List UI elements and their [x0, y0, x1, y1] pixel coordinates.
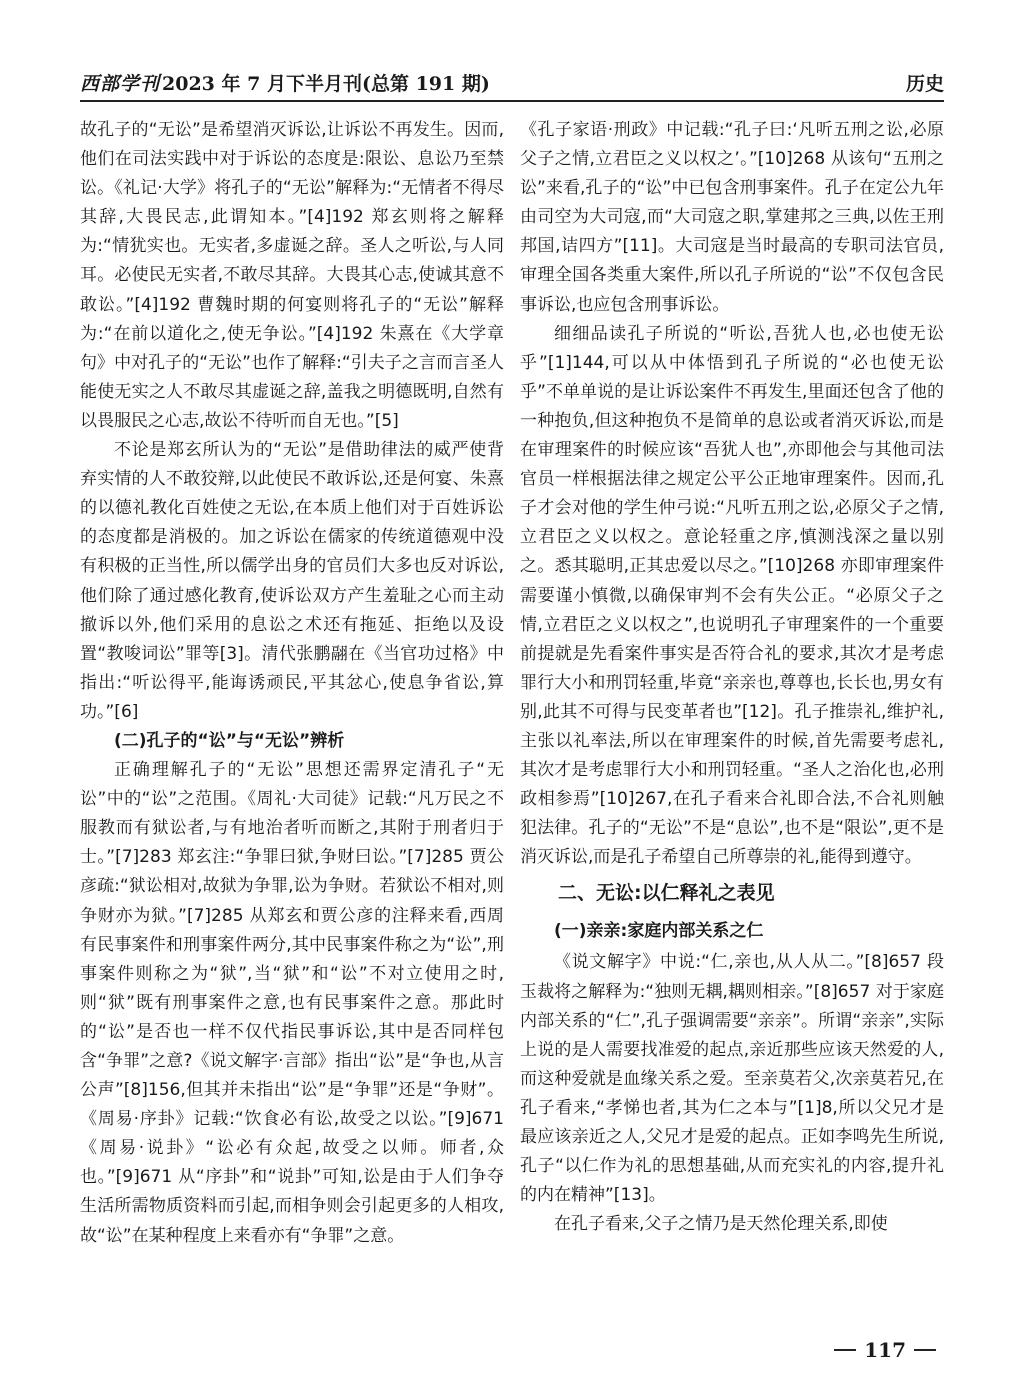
paragraph: 《孔子家语·刑政》中记载:“孔子曰:‘凡听五刑之讼,必原父子之情,立君臣之义以权之’。”[10]268 从该句“五刑之讼”来看,孔子的“讼”中已包含刑事案件。孔子在定公九年由司空为大司寇,而“大司寇之职,掌建邦之三典,以佐王刑邦国,诘四方”[11]。大司寇是当时最高的专职司法官员,审理全国各类重大案件,所以孔子所说的“讼”不仅包含民事诉讼,也应包含刑事诉讼。	[520, 120, 944, 315]
dash-left	[834, 1349, 856, 1351]
page-number: 117	[864, 1338, 906, 1362]
paragraph: 细细品读孔子所说的“听讼,吾犹人也,必也使无讼乎”[1]144,可以从中体悟到孔子所说的“必也使无讼乎”不单单说的是让诉讼案件不再发生,里面还包含了他的一种抱负,但这种抱负不是简单的息讼或者消灭诉讼,而是在审理案件的时候应该“吾犹人也”,亦即他会与其他司法官员一样根据法律之规定公平公正地审理案件。因而,孔子才会对他的学生仲弓说:“凡听五刑之讼,必原父子之情,立君臣之义以权之。意论轻重之序,慎测浅深之量以别之。悉其聪明,正其忠爱以尽之。”[10]268 亦即审理案件需要谨小慎微,以确保审判不会有失公正。“必原父子之情,立君臣之义以权之”,也说明孔子审理案件的一个重要前提就是先看案件事实是否符合礼的要求,其次才是考虑罪行大小和刑罚轻重,毕竟“亲亲也,尊尊也,长长也,男女有别,此其不可得与民变革者也”[12]。孔子推崇礼,维护礼,主张以礼率法,所以在审理案件的时候,首先需要考虑礼,其次才是考虑罪行大小和刑罚轻重。“圣人之治化也,必刑政相参焉”[10]267,在孔子看来合礼即合法,不合礼则触犯法律。孔子的“无讼”不是“息讼”,也不是“限讼”,更不是消灭诉讼,而是孔子希望自己所尊崇的礼,能得到遵守。	[520, 323, 944, 868]
paragraph: 《说文解字》中说:“仁,亲也,从人从二。”[8]657 段玉裁将之解释为:“独则无耦,耦则相亲。”[8]657 对于家庭内部关系的“仁”,孔子强调需要“亲亲”。所谓“亲亲”,实际上说的是人需要找准爱的起点,亲近那些应该天然爱的人,而这种爱就是血缘关系之爱。至亲莫若父,次亲莫若兄,在孔子看来,“孝悌也者,其为仁之本与”[1]8,所以父兄才是最应该亲近之人,父兄才是爱的起点。正如李鸣先生所说,孔子“以仁作为礼的思想基础,从而充实礼的内容,提升礼的内在精神”[13]。	[520, 952, 944, 1206]
page-footer	[834, 1338, 936, 1362]
paragraph: 不论是郑玄所认为的“无讼”是借助律法的威严使背弃实情的人不敢狡辩,以此使民不敢诉讼,还是何宴、朱熹的以德礼教化百姓使之无讼,在本质上他们对于百姓诉讼的态度都是消极的。加之诉讼在儒家的传统道德观中没有积极的正当性,所以儒学出身的官员们大多也反对诉讼,他们除了通过感化教育,使诉讼双方产生羞耻之心而主动撤诉以外,他们采用的息讼之术还有拖延、拒绝以及设置“教唆词讼”罪等[3]。清代张鹏翮在《当官功过格》中指出:“听讼得平,能诲诱顽民,平其忿心,使息争省讼,算功。”[6]	[80, 440, 504, 722]
paragraph: 故孔子的“无讼”是希望消灭诉讼,让诉讼不再发生。因而,他们在司法实践中对于诉讼的态度是:限讼、息讼乃至禁讼。《礼记·大学》将孔子的“无讼”解释为:“无情者不得尽其辞,大畏民志,此谓知本。”[4]192 郑玄则将之解释为:“情犹实也。无实者,多虚诞之辞。圣人之听讼,与人同耳。必使民无实者,不敢尽其辞。大畏其心志,使诚其意不敢讼。”[4]192 曹魏时期的何宴则将孔子的“无讼”解释为:“在前以道化之,使无争讼。”[4]192 朱熹在《大学章句》中对孔子的“无讼”也作了解释:“引夫子之言而言圣人能使无实之人不敢尽其虚诞之辞,盖我之明德既明,自然有以畏服民之心志,故讼不待听而自无也。”[5]	[80, 120, 504, 431]
section-heading: 二、无讼:以仁释礼之表见	[558, 882, 775, 905]
paragraph: 正确理解孔子的“无讼”思想还需界定清孔子“无讼”中的“讼”之范围。《周礼·大司徒》记载:“凡万民之不服教而有狱讼者,与有地治者听而断之,其附于刑者归于士。”[7]283 郑玄注:“争罪曰狱,争财曰讼。”[7]285 贾公彦疏:“狱讼相对,故狱为争罪,讼为争财。若狱讼不相对,则争财亦为狱。”[7]285 从郑玄和贾公彦的注释来看,西周有民事案件和刑事案件两分,其中民事案件称之为“讼”,刑事案件则称之为“狱”,当“狱”和“讼”不对立使用之时,则“狱”既有刑事案件之意,也有民事案件之意。那此时的“讼”是否也一样不仅代指民事诉讼,其中是否同样包含“争罪”之意?《说文解字·言部》指出“讼”是“争也,从言公声”[8]156,但其并未指出“讼”是“争罪”还是“争财”。《周易·序卦》记载:“饮食必有讼,故受之以讼。”[9]671《周易·说卦》“讼必有众起,故受之以师。师者,众也。”[9]671 从“序卦”和“说卦”可知,讼是由于人们争夺生活所需物质资料而引起,而相争则会引起更多的人相攻,故“讼”在某种程度上来看亦有“争罪”之意。	[80, 760, 504, 1246]
subsection-heading: (二)孔子的“讼”与“无讼”辨析	[114, 730, 345, 751]
paragraph: 在孔子看来,父子之情乃是天然伦理关系,即使	[554, 1214, 888, 1235]
issue-info: 2023 年 7 月下半月刊(总第 191 期)	[162, 73, 490, 95]
journal-issue-line	[80, 69, 490, 96]
journal-logo: 西部学刊	[80, 73, 161, 95]
subsection-heading: (一)亲亲:家庭内部关系之仁	[554, 921, 764, 942]
header-divider	[80, 100, 944, 102]
left-column	[80, 116, 504, 1251]
section-label: 历史	[905, 73, 944, 95]
dash-right	[914, 1349, 936, 1351]
right-column	[520, 116, 944, 1239]
page-header	[80, 70, 944, 96]
